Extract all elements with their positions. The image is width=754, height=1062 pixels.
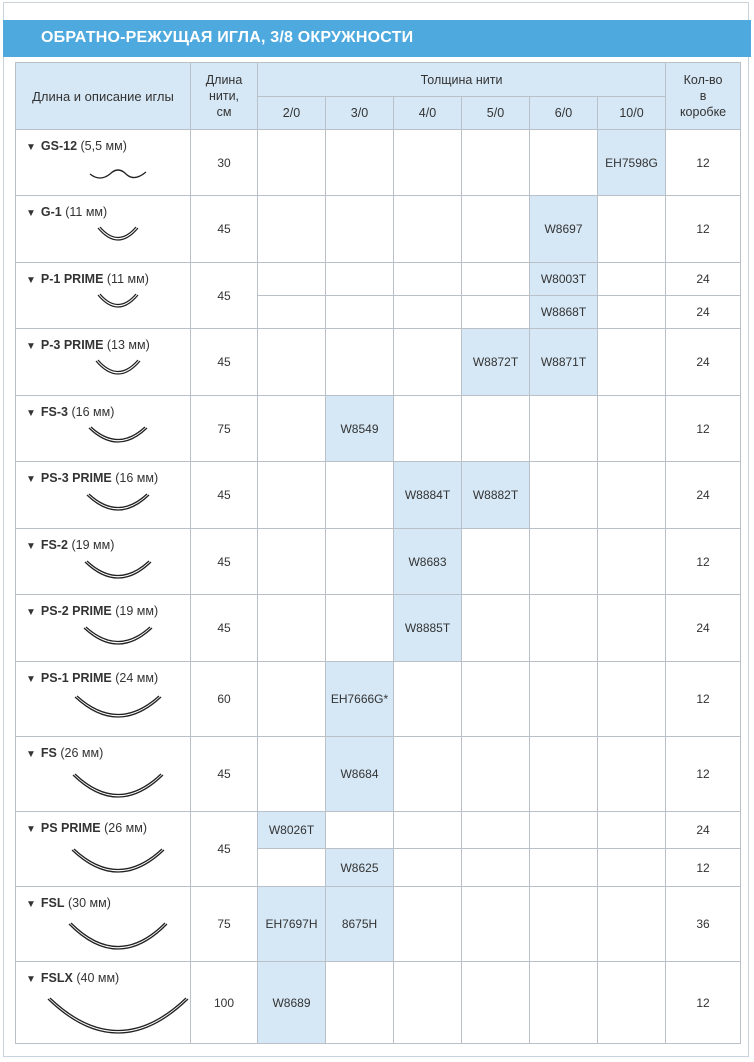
box-count-cell: 12	[666, 849, 741, 887]
needle-size: (19 мм)	[68, 538, 115, 552]
box-count-cell: 36	[666, 887, 741, 962]
product-code-cell	[462, 296, 530, 329]
product-code-cell	[326, 130, 394, 196]
needle-name: FS-3	[40, 405, 68, 419]
needle-size: (19 мм)	[111, 604, 159, 618]
length-cell: 45	[191, 263, 258, 329]
page-title: ОБРАТНО-РЕЖУЩАЯ ИГЛА, 3/8 ОКРУЖНОСТИ	[41, 29, 414, 46]
needle-title	[26, 821, 147, 835]
product-code-cell	[258, 662, 326, 737]
product-code-cell	[326, 462, 394, 529]
product-code-cell	[394, 887, 462, 962]
needle-name: PS-2 PRIME	[40, 604, 112, 618]
product-code-cell: W8697	[530, 196, 598, 263]
product-code-cell	[394, 662, 462, 737]
column-header-size: 10/0	[598, 97, 666, 130]
needle-cell	[16, 529, 191, 595]
box-count-cell: 12	[666, 396, 741, 462]
product-code-cell: W8625	[326, 849, 394, 887]
needle-size: (40 мм)	[72, 971, 120, 985]
product-code-cell	[598, 812, 666, 849]
product-code-cell	[462, 396, 530, 462]
needle-title	[26, 971, 119, 985]
product-code-cell	[598, 396, 666, 462]
product-code-cell	[462, 529, 530, 595]
needle-size: (16 мм)	[68, 405, 115, 419]
needle-name: PS PRIME	[40, 821, 101, 835]
table-row	[16, 396, 741, 462]
product-code-cell	[258, 737, 326, 812]
column-header-thickness: Толщина нити	[258, 63, 666, 97]
product-code-cell	[258, 849, 326, 887]
needle-title	[26, 139, 127, 153]
product-code-cell	[530, 812, 598, 849]
product-code-cell	[598, 662, 666, 737]
title-bar	[3, 20, 751, 57]
needle-name: FS-2	[40, 538, 68, 552]
box-count-cell: 24	[666, 263, 741, 296]
product-code-cell: W8026T	[258, 812, 326, 849]
box-count-cell: 12	[666, 962, 741, 1044]
product-code-cell	[394, 196, 462, 263]
needle-title	[26, 338, 150, 352]
needle-cell	[16, 462, 191, 529]
length-cell: 60	[191, 662, 258, 737]
product-code-cell	[530, 737, 598, 812]
triangle-down-icon: ▼	[26, 341, 36, 352]
needle-name: PS-3 PRIME	[40, 471, 112, 485]
product-code-cell	[462, 263, 530, 296]
product-code-cell: W8884T	[394, 462, 462, 529]
needle-cell	[16, 263, 191, 329]
product-code-cell	[326, 962, 394, 1044]
needle-size: (26 мм)	[56, 746, 104, 760]
product-code-cell	[598, 595, 666, 662]
product-code-cell: W8882T	[462, 462, 530, 529]
triangle-down-icon: ▼	[26, 674, 36, 685]
product-code-cell: EH7598G	[598, 130, 666, 196]
product-code-cell	[462, 887, 530, 962]
needle-title	[26, 671, 158, 685]
needle-size: (24 мм)	[111, 671, 159, 685]
needle-size: (13 мм)	[103, 338, 150, 352]
product-code-cell	[326, 296, 394, 329]
length-cell: 45	[191, 529, 258, 595]
product-code-cell	[462, 737, 530, 812]
product-code-cell	[598, 529, 666, 595]
box-count-cell: 24	[666, 329, 741, 396]
needle-title	[26, 272, 149, 286]
product-code-cell	[258, 196, 326, 263]
needle-table	[15, 62, 741, 1044]
product-code-cell	[598, 737, 666, 812]
needle-name: PS-1 PRIME	[40, 671, 112, 685]
needle-size: (30 мм)	[64, 896, 111, 910]
table-row	[16, 887, 741, 962]
product-code-cell	[598, 296, 666, 329]
needle-title	[26, 604, 158, 618]
needle-name: G-1	[40, 205, 62, 219]
length-cell: 45	[191, 812, 258, 887]
product-code-cell	[530, 595, 598, 662]
box-count-cell: 12	[666, 737, 741, 812]
box-count-cell: 24	[666, 462, 741, 529]
column-header-length: Длина нити, см	[191, 63, 258, 130]
table-row	[16, 662, 741, 737]
product-code-cell	[598, 849, 666, 887]
column-header-size: 6/0	[530, 97, 598, 130]
product-code-cell	[530, 462, 598, 529]
product-code-cell	[394, 296, 462, 329]
product-code-cell	[598, 263, 666, 296]
product-code-cell: W8549	[326, 396, 394, 462]
length-cell: 30	[191, 130, 258, 196]
product-code-cell	[530, 887, 598, 962]
column-header-size: 4/0	[394, 97, 462, 130]
product-code-cell	[598, 462, 666, 529]
column-header-size: 2/0	[258, 97, 326, 130]
needle-name: FS	[40, 746, 57, 760]
product-code-cell: W8003T	[530, 263, 598, 296]
table-row	[16, 595, 741, 662]
needle-cell	[16, 196, 191, 263]
product-code-cell: W8684	[326, 737, 394, 812]
box-count-cell: 12	[666, 529, 741, 595]
needle-name: P-3 PRIME	[40, 338, 104, 352]
needle-cell	[16, 887, 191, 962]
needle-cell	[16, 595, 191, 662]
product-code-cell	[394, 130, 462, 196]
table-row	[16, 462, 741, 529]
product-code-cell	[326, 263, 394, 296]
product-code-cell	[530, 396, 598, 462]
product-code-cell	[462, 662, 530, 737]
box-count-cell: 12	[666, 130, 741, 196]
product-code-cell	[258, 529, 326, 595]
length-cell: 100	[191, 962, 258, 1044]
product-code-cell	[258, 462, 326, 529]
product-code-cell	[598, 196, 666, 263]
length-cell: 45	[191, 196, 258, 263]
length-cell: 45	[191, 737, 258, 812]
product-code-cell: W8872T	[462, 329, 530, 396]
needle-name: P-1 PRIME	[40, 272, 104, 286]
product-code-cell	[258, 296, 326, 329]
needle-cell	[16, 396, 191, 462]
product-code-cell	[462, 595, 530, 662]
product-code-cell: EH7697H	[258, 887, 326, 962]
needle-size: (26 мм)	[100, 821, 148, 835]
needle-title	[26, 538, 114, 552]
needle-title	[26, 405, 114, 419]
length-cell: 75	[191, 396, 258, 462]
product-code-cell	[530, 962, 598, 1044]
box-count-cell: 24	[666, 296, 741, 329]
product-code-cell	[394, 849, 462, 887]
needle-cell	[16, 812, 191, 887]
needle-cell	[16, 662, 191, 737]
product-code-cell: W8871T	[530, 329, 598, 396]
length-cell: 45	[191, 462, 258, 529]
product-code-cell	[258, 263, 326, 296]
triangle-down-icon: ▼	[26, 208, 36, 219]
box-count-cell: 24	[666, 812, 741, 849]
triangle-down-icon: ▼	[26, 974, 36, 985]
needle-size: (11 мм)	[103, 272, 149, 286]
product-code-cell	[598, 962, 666, 1044]
needle-size: (11 мм)	[61, 205, 108, 219]
box-count-cell: 12	[666, 196, 741, 263]
product-code-cell: EH7666G*	[326, 662, 394, 737]
needle-title	[26, 896, 111, 910]
product-code-cell	[258, 130, 326, 196]
needle-name: FSLX	[40, 971, 73, 985]
needle-size: (16 мм)	[111, 471, 159, 485]
column-header-size: 3/0	[326, 97, 394, 130]
needle-cell	[16, 329, 191, 396]
triangle-down-icon: ▼	[26, 275, 36, 286]
table-row	[16, 196, 741, 263]
product-code-cell	[462, 812, 530, 849]
product-code-cell	[394, 737, 462, 812]
product-code-cell	[394, 263, 462, 296]
needle-name: FSL	[40, 896, 65, 910]
product-code-cell	[394, 329, 462, 396]
length-cell: 45	[191, 329, 258, 396]
triangle-down-icon: ▼	[26, 541, 36, 552]
product-code-cell	[326, 196, 394, 263]
triangle-down-icon: ▼	[26, 474, 36, 485]
triangle-down-icon: ▼	[26, 142, 36, 153]
product-code-cell	[530, 662, 598, 737]
product-code-cell: W8689	[258, 962, 326, 1044]
triangle-down-icon: ▼	[26, 749, 36, 760]
product-code-cell	[394, 396, 462, 462]
product-code-cell	[598, 887, 666, 962]
product-code-cell	[326, 529, 394, 595]
box-count-cell: 24	[666, 595, 741, 662]
product-code-cell	[598, 329, 666, 396]
triangle-down-icon: ▼	[26, 408, 36, 419]
product-code-cell	[530, 529, 598, 595]
table-row	[16, 962, 741, 1044]
needle-size: (5,5 мм)	[77, 139, 127, 153]
table-row	[16, 329, 741, 396]
table-row	[16, 737, 741, 812]
product-code-cell: 8675H	[326, 887, 394, 962]
length-cell: 45	[191, 595, 258, 662]
table-row	[16, 263, 741, 296]
needle-title	[26, 746, 103, 760]
table-row	[16, 529, 741, 595]
product-code-cell: W8683	[394, 529, 462, 595]
triangle-down-icon: ▼	[26, 607, 36, 618]
triangle-down-icon: ▼	[26, 899, 36, 910]
product-code-cell	[258, 396, 326, 462]
triangle-down-icon: ▼	[26, 824, 36, 835]
box-count-cell: 12	[666, 662, 741, 737]
product-code-cell	[394, 812, 462, 849]
table-row	[16, 130, 741, 196]
column-header-box: Кол-во в коробке	[666, 63, 741, 130]
column-header-needle: Длина и описание иглы	[16, 63, 191, 130]
needle-name: GS-12	[40, 139, 78, 153]
product-code-cell: W8868T	[530, 296, 598, 329]
product-code-cell	[258, 329, 326, 396]
product-code-cell	[462, 962, 530, 1044]
product-code-cell	[530, 130, 598, 196]
product-code-cell	[326, 812, 394, 849]
product-code-cell	[326, 595, 394, 662]
product-code-cell	[258, 595, 326, 662]
needle-cell	[16, 130, 191, 196]
product-code-cell	[462, 196, 530, 263]
product-code-cell	[462, 130, 530, 196]
needle-title	[26, 471, 158, 485]
column-header-size: 5/0	[462, 97, 530, 130]
product-code-cell	[394, 962, 462, 1044]
needle-title	[26, 205, 107, 219]
length-cell: 75	[191, 887, 258, 962]
product-code-cell	[530, 849, 598, 887]
product-code-cell	[462, 849, 530, 887]
table-row	[16, 812, 741, 849]
product-code-cell: W8885T	[394, 595, 462, 662]
product-code-cell	[326, 329, 394, 396]
needle-cell	[16, 962, 191, 1044]
needle-cell	[16, 737, 191, 812]
